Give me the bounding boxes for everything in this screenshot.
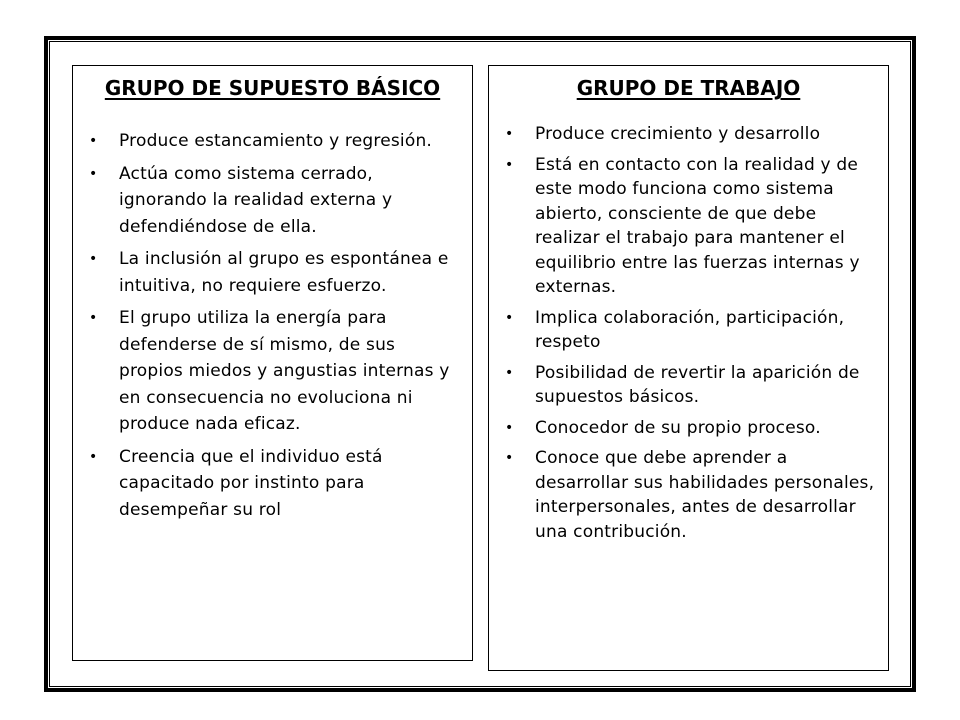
list-item-text: Está en contacto con la realidad y de este modo funciona como sistema abierto, consciente de que debe realizar el trabajo para mantener el equilibrio entre las fuerzas internas y externas. bbox=[535, 154, 860, 297]
list-item bbox=[73, 161, 472, 241]
basic-assumption-list bbox=[73, 128, 472, 523]
list-item bbox=[489, 416, 888, 441]
list-item bbox=[73, 444, 472, 524]
list-item bbox=[489, 446, 888, 544]
list-item-text: Implica colaboración, participación, respeto bbox=[535, 307, 845, 352]
bullet-icon: • bbox=[89, 251, 98, 267]
bullet-icon: • bbox=[505, 126, 514, 142]
bullet-icon: • bbox=[505, 156, 514, 173]
work-group-list bbox=[489, 122, 888, 544]
list-item-text: Posibilidad de revertir la aparición de supuestos básicos. bbox=[535, 362, 860, 407]
list-item bbox=[489, 361, 888, 410]
basic-assumption-group-title: GRUPO DE SUPUESTO BÁSICO bbox=[104, 76, 441, 100]
list-item-text: El grupo utiliza la energía para defenderse de sí mismo, de sus propios miedos y angustias internas y en consecuencia no evoluciona ni produce nada eficaz. bbox=[119, 308, 450, 434]
list-item bbox=[489, 122, 888, 147]
bullet-icon: • bbox=[89, 133, 98, 149]
bullet-icon: • bbox=[505, 364, 514, 381]
bullet-icon: • bbox=[89, 165, 98, 182]
list-item bbox=[73, 305, 472, 438]
list-item bbox=[73, 246, 472, 299]
list-item-text: Produce crecimiento y desarrollo bbox=[535, 124, 821, 144]
basic-assumption-group-panel bbox=[72, 65, 473, 661]
bullet-icon: • bbox=[505, 419, 514, 436]
list-item bbox=[489, 306, 888, 355]
bullet-icon: • bbox=[89, 310, 98, 326]
list-item-text: Conoce que debe aprender a desarrollar sus habilidades personales, interpersonales, antes de desarrollar una contribución. bbox=[535, 448, 875, 542]
list-item-text: Actúa como sistema cerrado, ignorando la realidad externa y defendiéndose de ella. bbox=[119, 163, 393, 237]
work-group-title: GRUPO DE TRABAJO bbox=[576, 76, 801, 100]
list-item-text: Conocedor de su propio proceso. bbox=[535, 417, 821, 438]
bullet-icon: • bbox=[505, 309, 514, 326]
list-item bbox=[73, 128, 472, 155]
list-item-text: La inclusión al grupo es espontánea e intuitiva, no requiere esfuerzo. bbox=[119, 249, 449, 296]
work-group-panel bbox=[488, 65, 889, 671]
list-item-text: Produce estancamiento y regresión. bbox=[119, 131, 433, 151]
list-item bbox=[489, 153, 888, 300]
bullet-icon: • bbox=[505, 450, 514, 466]
list-item-text: Creencia que el individuo está capacitado por instinto para desempeñar su rol bbox=[119, 446, 383, 520]
bullet-icon: • bbox=[89, 448, 98, 465]
